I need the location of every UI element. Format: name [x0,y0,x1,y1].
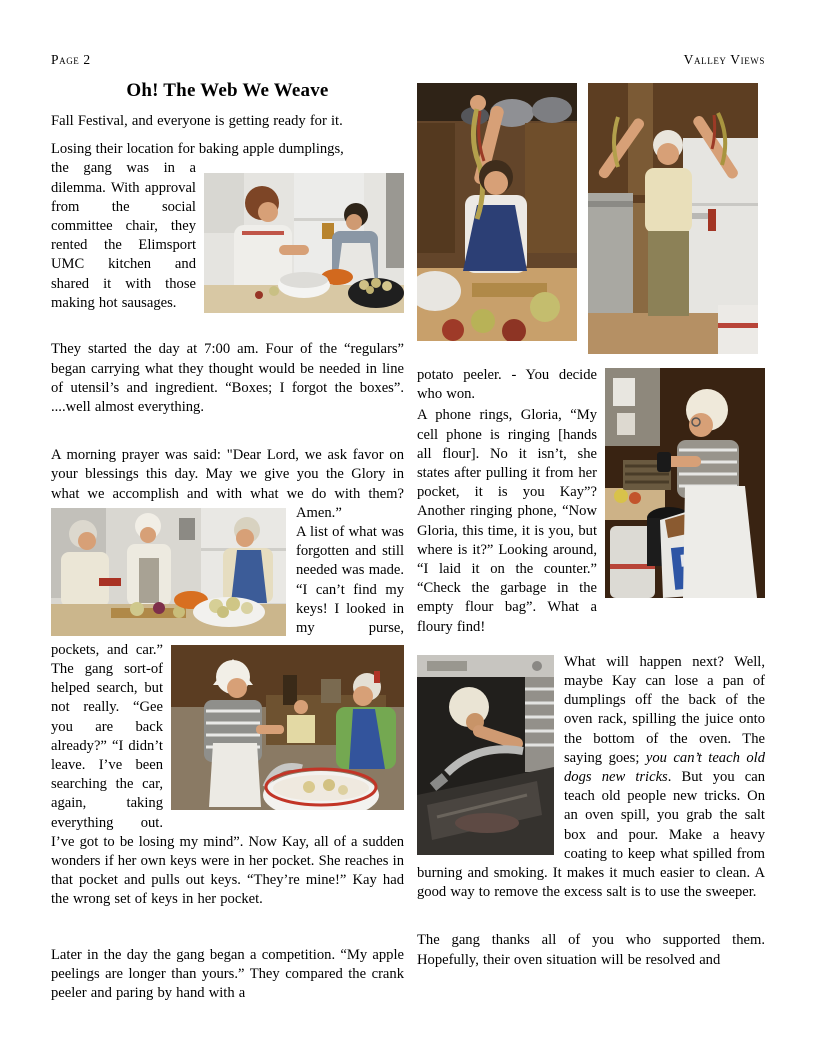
paragraph-fall-festival: Fall Festival, and everyone is getting ready for it. [51,113,343,129]
paragraph-morning-prayer-text-a: A morning prayer was said: "Dear Lord, we ask favor on your blessings this day. May we give you the Glory in what we accomplish and with what we [51,447,404,502]
article-title: Oh! The Web We Weave [126,80,329,101]
paragraph-oven-tricks [417,653,765,903]
photo-row-peeling-contest [417,83,765,354]
paragraph-started-day: They started the day at 7:00 am. Four of the “regulars” began carrying what they thought would be needed in line of utensil’s and ingredient. “Boxes; I forgot the boxes”. ....well almost everything. [51,341,404,416]
photo-oven-cleaning-art [417,655,554,855]
photo-contest-arms-raised-art [588,83,758,354]
photo-three-bakers-art [51,508,286,636]
paragraph-phone-rings: A phone rings, Gloria, “My cell phone is ringing [hands all flour]. No it isn’t, she states after pulling it from her pocket, it is you Kay”? Another ringing phone, “Now Gloria, this time, it is you, but where is it?” Looking around, “I laid it on the counter.” “Check the garbage in the empty flour bag”. What a floury find! [417,407,597,635]
right-column [417,80,765,1003]
photo-kitchen-chat-art [171,645,404,810]
paragraph-morning-prayer-text-b: do with them? Amen.” [296,485,404,521]
masthead [51,52,765,68]
photo-contest-blue-apron [417,83,577,341]
paragraph-potato-peeler: potato peeler. - You decide who won. [417,367,597,403]
paragraph-losing-location [51,159,404,319]
photo-phone-flour-bag [605,368,765,598]
paragraph-thanks: The gang thanks all of you who supported them. Hopefully, their oven situation will be resolved and [417,932,765,968]
photo-three-bakers [51,508,286,636]
photo-kitchen-chat [171,645,404,810]
old-dogs-saying: you can’t teach old dogs new tricks [564,749,765,786]
paragraph-losing-location-lead: Losing their location for baking apple dumplings, [51,141,344,158]
paragraph-competition: Later in the day the gang began a competition. “My apple peelings are longer than yours.” They compared the crank peeler and paring by hand with a [51,946,404,1002]
paragraph-oven-tricks-text-a: What will happen next? Well, maybe Kay can lose a pan of dumplings off the back of the oven rack, spilling the juice onto the bottom of the oven. The saying goes; [564,653,765,766]
paragraph-oven-tricks-text-b: . But you can teach old people new tricks. On an oven spill, you grab the salt box and pour. Make a heavy coating to keep what spilled from burning and smoking. It makes it much easier to clean. A good way to remove the excess salt is to use the sweeper. [417,769,765,901]
photo-kitchen-prep-art [204,173,404,313]
article-body [51,80,765,1003]
paragraph-morning-prayer [51,446,404,523]
photo-phone-flour-bag-art [605,368,765,598]
photo-oven-cleaning [417,655,554,855]
publication-name: Valley Views [683,52,765,67]
page-number: Page 2 [51,52,91,67]
paragraph-losing-location-text: the gang was in a dilemma. With approval from the social committee chair, they rented the Elimsport UMC kitchen and shared it with those making hot sausages. [51,160,196,311]
paragraph-lost-keys-text-b: purse, pockets, and car.” The gang sort-of helped search, but not really. “Gee you are back already?” “I didn’t leave. I’ve been searching the car, again, taking everything out. I’ve got to be losing my mind”. Now Kay, all of a sudden wonders if her own keys were in her pocket. She reaches in that pocket and pulls out keys. “They’re mine!” Kay had the wrong set of keys in her pocket. [51,620,404,908]
photo-contest-blue-apron-art [417,83,577,341]
photo-contest-arms-raised [588,83,758,354]
photo-kitchen-prep [204,173,404,313]
left-column [51,80,404,1003]
paragraph-lost-keys-text-a: A list of what was forgotten and still needed was made. “I can’t find my keys! I looked in my [296,524,404,637]
